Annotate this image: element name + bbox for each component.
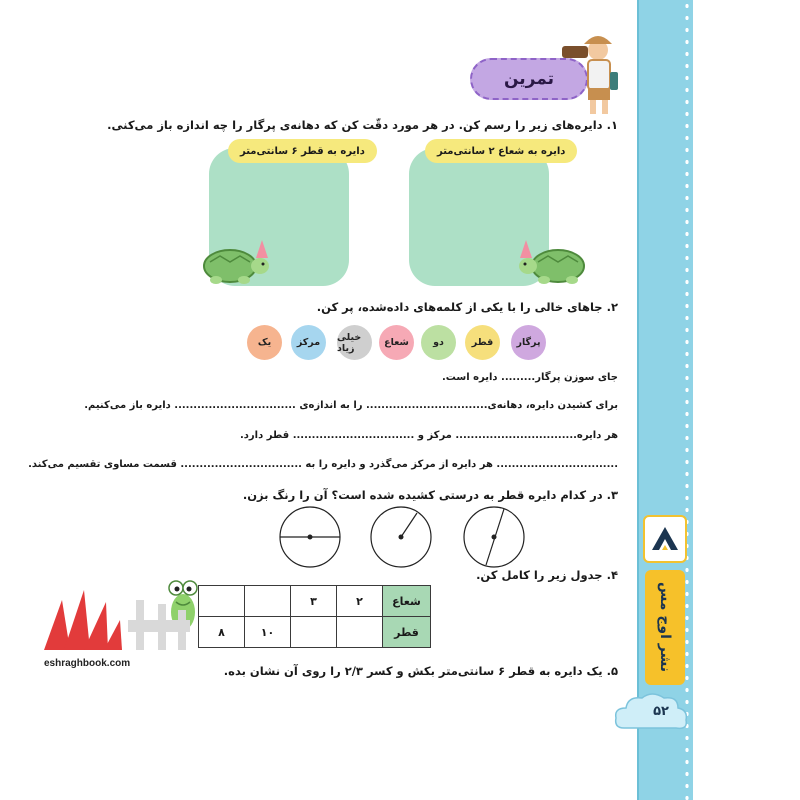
word-option[interactable]: پرگار (511, 325, 546, 360)
table-row-diameter (199, 617, 431, 648)
table-row-header-radius: شعاع (383, 586, 431, 617)
circle-option-3[interactable] (278, 505, 342, 569)
page-title: تمرین (503, 69, 555, 89)
box-label-diameter: دایره به قطر ۶ سانتی‌متر (228, 139, 377, 163)
word-option[interactable]: مرکز (291, 325, 326, 360)
explorer-kid-illustration (560, 28, 620, 118)
box-label-radius: دایره به شعاع ۲ سانتی‌متر (425, 139, 577, 163)
word-option[interactable]: قطر (465, 325, 500, 360)
question-4: ۴. جدول زیر را کامل کن. (476, 568, 618, 582)
word-option[interactable]: دو (421, 325, 456, 360)
word-option[interactable]: خیلی زیاد (337, 325, 372, 360)
fill-line-4: ................................ هر دایره از مرکز می‌گذرد و دایره را به ................................ قسمت مساوی تقسیم می‌کند. (28, 459, 618, 470)
radius-diameter-table (198, 585, 431, 648)
table-row-radius (199, 586, 431, 617)
table-cell[interactable] (199, 586, 245, 617)
turtle-illustration (196, 232, 276, 288)
eshraghbook-logo (40, 580, 200, 670)
publisher-logo (643, 515, 687, 563)
table-row-header-diameter: قطر (383, 617, 431, 648)
fill-line-3: هر دایره................................ مرکز و ................................ قطر دارد. (239, 430, 618, 441)
question-1: ۱. دایره‌های زیر را رسم کن. در هر مورد دقّت کن که دهانه‌ی پرگار را چه اندازه باز می‌کنی. (107, 118, 618, 132)
table-cell[interactable]: ۱۰ (245, 617, 291, 648)
table-cell[interactable] (291, 617, 337, 648)
question-5: ۵. یک دایره به قطر ۶ سانتی‌متر بکش و کسر ۲/۳ را روی آن نشان بده. (223, 664, 618, 678)
publisher-tab (645, 570, 685, 685)
page-number: ۵۲ (653, 704, 669, 719)
circle-option-2[interactable] (369, 505, 433, 569)
fill-line-2: برای کشیدن دایره، دهانه‌ی................................ را به اندازه‌ی ................................ دایره باز می‌کنیم. (84, 400, 618, 411)
publisher-name: نشر اوج مس (657, 582, 673, 673)
fill-line-1: جای سوزن پرگار......... دایره است. (441, 372, 618, 383)
watermark-url: eshraghbook.com (44, 658, 131, 669)
table-cell[interactable]: ۳ (291, 586, 337, 617)
word-option[interactable]: یک (247, 325, 282, 360)
circle-option-1[interactable] (462, 505, 526, 569)
turtle-illustration-2 (512, 232, 592, 288)
table-cell[interactable]: ۲ (337, 586, 383, 617)
word-option[interactable]: شعاع (379, 325, 414, 360)
logo-icon (648, 522, 682, 556)
question-2: ۲. جاهای خالی را با یکی از کلمه‌های داده‌شده، پر کن. (316, 300, 618, 314)
question-3: ۳. در کدام دایره قطر به درستی کشیده شده است؟ آن را رنگ بزن. (242, 488, 618, 502)
table-cell[interactable] (245, 586, 291, 617)
table-cell[interactable]: ۸ (199, 617, 245, 648)
table-cell[interactable] (337, 617, 383, 648)
